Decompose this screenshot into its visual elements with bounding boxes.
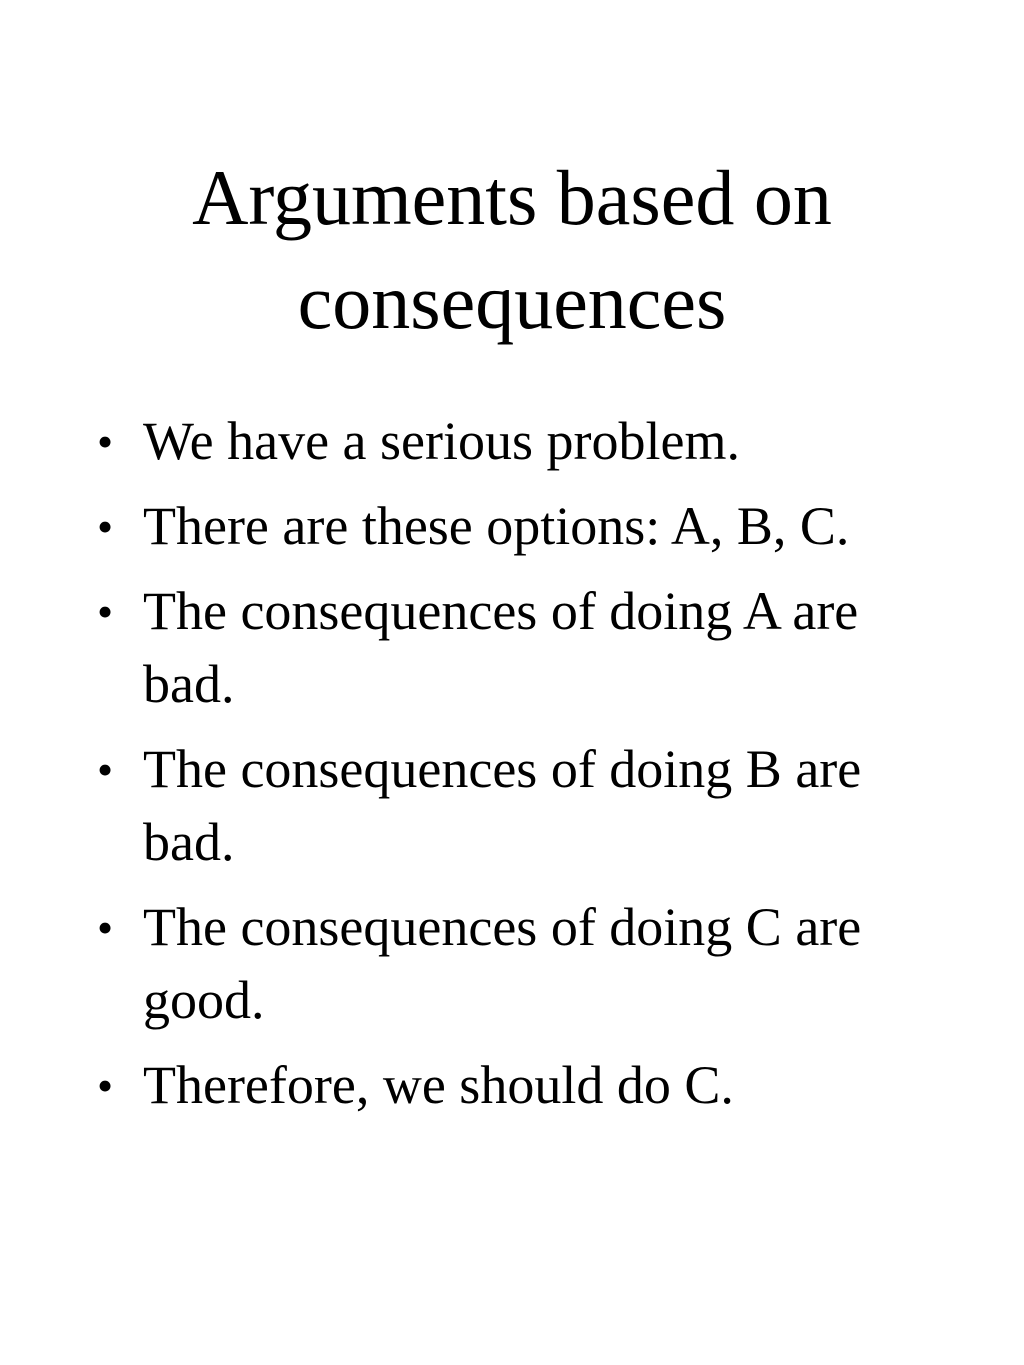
bullet-item-options [0, 490, 883, 563]
bullet-item-consequence-c [0, 891, 883, 1037]
slide-title [0, 146, 1024, 354]
bullet-icon: • [97, 902, 114, 953]
bullet-icon: • [97, 1060, 114, 1111]
bullet-text: There are these options: A, B, C. [143, 496, 850, 556]
bullet-text: The consequences of doing A are bad. [143, 581, 859, 714]
bullet-text: We have a serious problem. [143, 411, 740, 471]
bullet-item-conclusion [0, 1049, 883, 1122]
bullet-item-consequence-a [0, 575, 883, 721]
bullet-text: The consequences of doing C are good. [143, 897, 862, 1030]
bullet-icon: • [97, 744, 114, 795]
bullet-item-problem [0, 405, 883, 478]
slide-title-line-2: consequences [297, 258, 727, 345]
bullet-icon: • [97, 416, 114, 467]
bullet-text: Therefore, we should do C. [143, 1055, 734, 1115]
bullet-icon: • [97, 501, 114, 552]
slide-title-line-1: Arguments based on [192, 154, 832, 241]
bullet-icon: • [97, 586, 114, 637]
bullet-list [0, 405, 1024, 1134]
bullet-item-consequence-b [0, 733, 883, 879]
bullet-text: The consequences of doing B are bad. [143, 739, 862, 872]
